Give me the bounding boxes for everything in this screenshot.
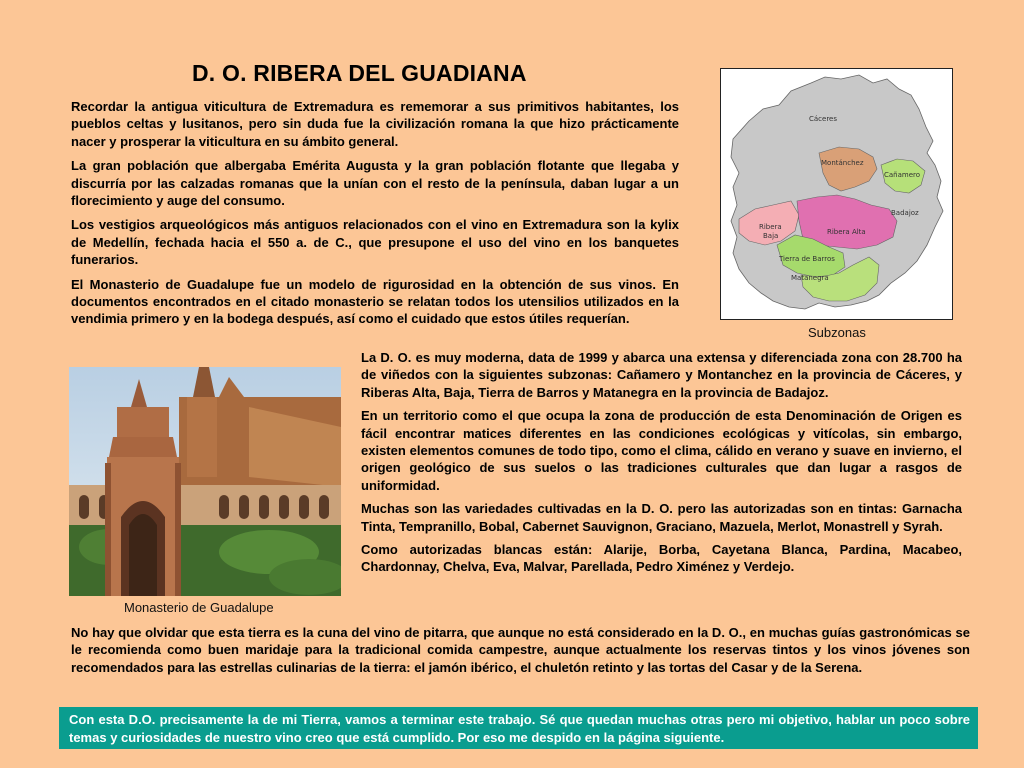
map-label-badajoz: Badajoz	[891, 209, 919, 217]
pitarra-paragraph: No hay que olvidar que esta tierra es la cuna del vino de pitarra, que aunque no está considerado en la D. O., en muchas guías gastronómicas se le recomienda como buen maridaje para la tradicional comida campestre, aunque actualmente los reservas tintos y los vinos jóvenes son recomendados para las estrellas culinarias de la tierra: el jamón ibérico, el chuletón retinto y las tortas del Casar y de la Serena.	[71, 625, 970, 675]
do-paragraph-4: Como autorizadas blancas están: Alarije, Borba, Cayetana Blanca, Pardina, Macabeo, Chardonnay, Chelva, Eva, Malvar, Parellada, Pedro Ximénez y Verdejo.	[361, 542, 962, 575]
map-label-ribera-alta: Ribera Alta	[827, 228, 866, 236]
monastery-illustration	[69, 367, 341, 596]
intro-paragraph-4: El Monasterio de Guadalupe fue un modelo de rigurosidad en la obtención de sus vinos. En documentos encontrados en el citado monasterio se relatan todos los utensilios utilizados en la vendimia primero y en la bodega después, así como el cuidado que estos útiles requerían.	[71, 276, 679, 327]
monastery-photo	[69, 367, 341, 596]
map-label-ribera-baja-line2: Baja	[763, 232, 779, 240]
intro-paragraph-1: Recordar la antigua viticultura de Extremadura es rememorar a sus primitivos habitantes, los pueblos celtas y lusitanos, pero sin duda fue la civilización romana la que hizo prácticamente nacer y prosperar la viticultura en su ámbito general.	[71, 99, 679, 149]
do-paragraph-1: La D. O. es muy moderna, data de 1999 y abarca una extensa y diferenciada zona con 28.700 ha de viñedos con la siguientes subzonas: Cañamero y Montanchez en la provincia de Cáceres, y Riberas Alta, Baja, Tierra de Barros y Matanegra en la provincia de Badajoz.	[361, 350, 962, 400]
subzones-map	[720, 68, 953, 320]
intro-paragraph-3: Los vestigios arqueológicos más antiguos relacionados con el vino en Extremadura son la kylix de Medellín, fechada hacia el 550 a. de C., que presupone el uso del vino en los banquetes funerarios.	[71, 217, 679, 268]
closing-note-text: Con esta D.O. precisamente la de mi Tierra, vamos a terminar este trabajo. Sé que quedan muchas otras pero mi objetivo, hablar un poco sobre temas y curiosidades de nuestro vino creo que está cumplido. Por eso me despido en la página siguiente.	[69, 712, 970, 745]
map-caption: Subzonas	[808, 325, 866, 340]
map-label-montanchez: Montánchez	[821, 159, 864, 167]
photo-caption: Monasterio de Guadalupe	[124, 600, 274, 615]
intro-section	[71, 98, 679, 335]
map-label-tierra-de-barros: Tierra de Barros	[779, 255, 835, 263]
page-title: D. O. RIBERA DEL GUADIANA	[192, 60, 527, 86]
intro-paragraph-2: La gran población que albergaba Emérita Augusta y la gran población flotante que llegaba y discurría por las calzadas romanas que la unían con el resto de la península, daban lugar a un florecimiento y auge del consumo.	[71, 158, 679, 209]
closing-note	[59, 707, 978, 749]
do-paragraph-2: En un territorio como el que ocupa la zona de producción de esta Denominación de Origen es fácil encontrar matices diferentes en las condiciones ecológicas y vitícolas, sin embargo, existen elementos comunes de todo tipo, como el clima, cálido en verano y suave en invierno, el origen geológico de sus suelos o las tradiciones culturales que dan lugar a rasgos de uniformidad.	[361, 408, 962, 493]
do-description-section	[361, 349, 962, 582]
pitarra-section	[71, 624, 970, 676]
do-paragraph-3: Muchas son las variedades cultivadas en la D. O. pero las autorizadas son en tintas: Garnacha Tinta, Tempranillo, Bobal, Cabernet Sauvignon, Graciano, Mazuela, Merlot, Monastrell y Syrah.	[361, 501, 962, 534]
subzones-map-graphic	[721, 69, 951, 318]
map-label-caceres: Cáceres	[809, 115, 838, 123]
map-label-canamero: Cañamero	[884, 171, 921, 179]
map-label-ribera-baja-line1: Ribera	[759, 223, 782, 231]
map-label-matanegra: Matanegra	[791, 274, 829, 282]
